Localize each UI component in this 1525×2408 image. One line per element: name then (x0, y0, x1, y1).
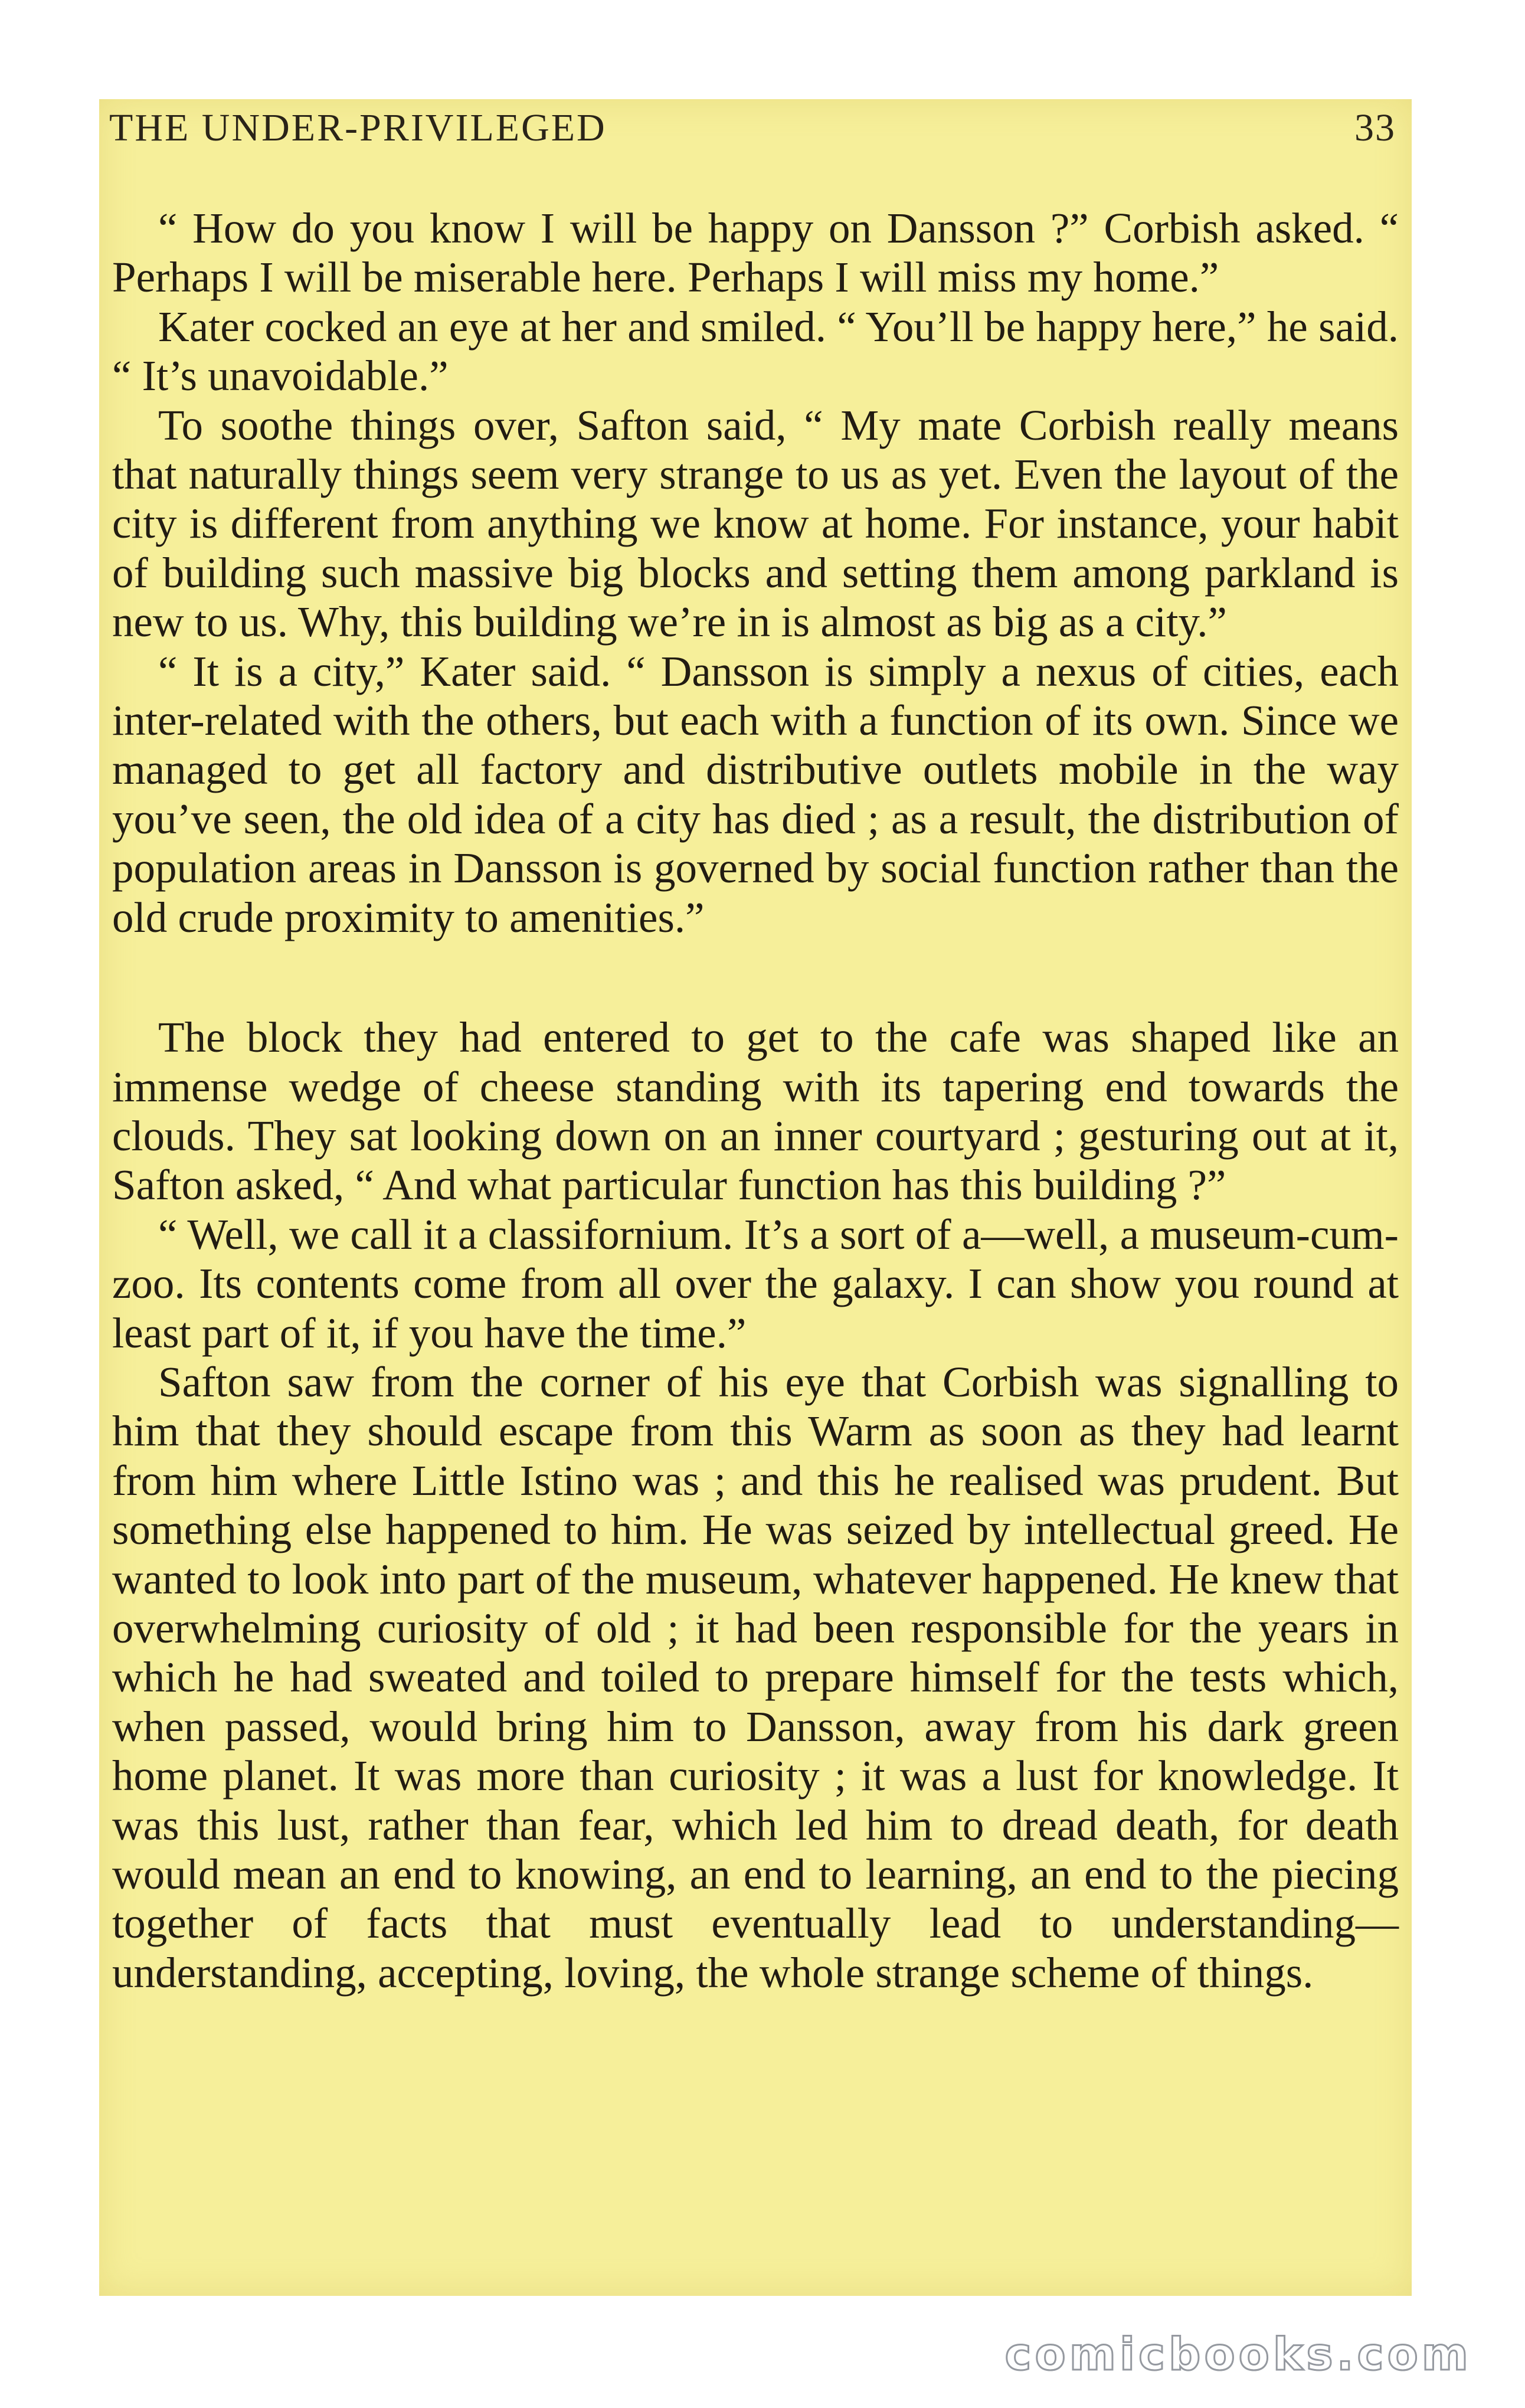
paragraph: “ It is a city,” Kater said. “ Dansson is simply a nexus of cities, each inter-related with the others, but each with a function of its own. Since we managed to get all factory and distributive outlets mobile in the way you’ve seen, the old idea of a city has died ; as a result, the distribution of population areas in Dansson is governed by social function rather than the old crude proximity to amenities.” (112, 647, 1399, 941)
paragraph: Safton saw from the corner of his eye that Corbish was signalling to him that they should escape from this Warm as soon as they had learnt from him where Little Istino was ; and this he realised was prudent. But something else happened to him. He was seized by intellectual greed. He wanted to look into part of the museum, whatever happened. He knew that overwhelming curiosity of old ; it had been responsible for the years in which he had sweated and toiled to prepare himself for the tests which, when passed, would bring him to Dansson, away from his dark green home planet. It was more than curiosity ; it was a lust for knowledge. It was this lust, rather than fear, which led him to dread death, for death would mean an end to knowing, an end to learning, an end to the piecing together of facts that must eventually lead to understanding—understanding, accepting, loving, the whole strange scheme of things. (112, 1357, 1399, 1997)
running-header (109, 102, 1396, 155)
paragraph: Kater cocked an eye at her and smiled. “ You’ll be happy here,” he said. “ It’s unavoidable.” (112, 302, 1399, 400)
paragraph: “ How do you know I will be happy on Dansson ?” Corbish asked. “ Perhaps I will be miserable here. Perhaps I will miss my home.” (112, 204, 1399, 302)
paragraph: “ Well, we call it a classifornium. It’s a sort of a—well, a museum-cum-zoo. Its contents come from all over the galaxy. I can show you round at least part of it, if you have the time.” (112, 1210, 1399, 1357)
body-text (112, 204, 1399, 1997)
page-number: 33 (1354, 106, 1396, 149)
running-title: THE UNDER-PRIVILEGED (109, 106, 607, 149)
paragraph: To soothe things over, Safton said, “ My mate Corbish really means that naturally things seem very strange to us as yet. Even the layout of the city is different from anything we know at home. For instance, your habit of building such massive big blocks and setting them among parkland is new to us. Why, this building we’re in is almost as big as a city.” (112, 401, 1399, 646)
watermark: comicbooks.com (1004, 2328, 1472, 2380)
paragraph: The block they had entered to get to the cafe was shaped like an immense wedge of cheese standing with its tapering end towards the clouds. They sat looking down on an inner courtyard ; gesturing out at it, Safton asked, “ And what particular function has this building ?” (112, 1013, 1399, 1209)
